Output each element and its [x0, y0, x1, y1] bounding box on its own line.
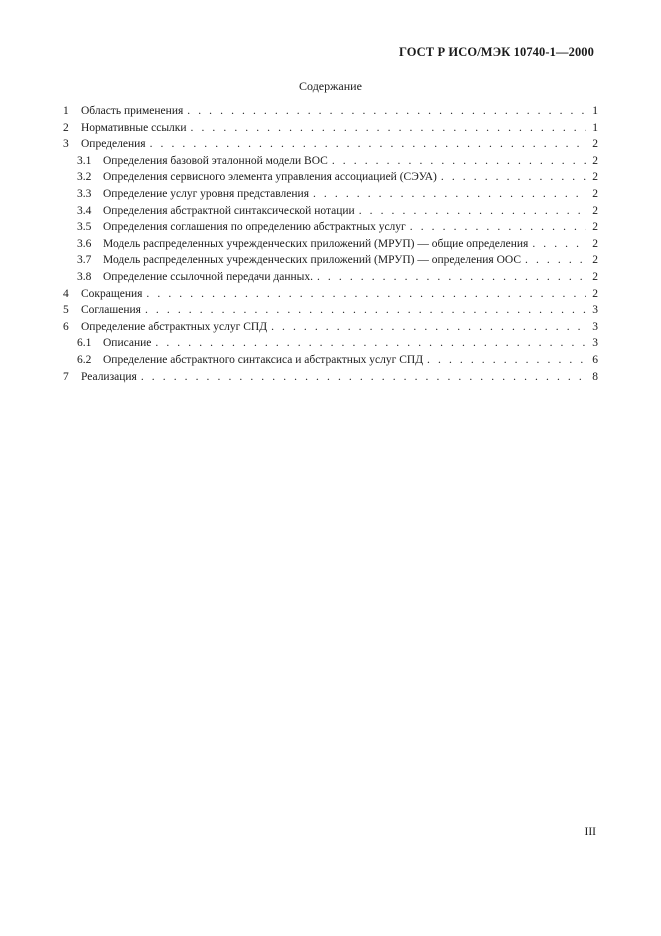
toc-entry-label: Модель распределенных учрежденческих приложений (МРУП) — определения ООС [103, 254, 522, 267]
toc-entry-page: 2 [592, 287, 598, 300]
toc-entry[interactable] [63, 352, 598, 369]
toc-entry-page: 1 [592, 121, 598, 134]
toc-entry[interactable] [63, 252, 598, 269]
toc-entry[interactable] [63, 319, 598, 336]
toc-entry-label: Реализация [81, 370, 137, 383]
dot-leader [317, 269, 586, 286]
toc-entry-label: Определение услуг уровня представления [103, 187, 309, 200]
dot-leader [155, 335, 586, 352]
toc-entry-page: 2 [592, 187, 598, 200]
toc-entry-label: Модель распределенных учрежденческих приложений (МРУП) — общие определения [103, 237, 529, 250]
toc-entry-number: 3.5 [77, 221, 92, 234]
page-number: III [584, 826, 596, 838]
toc-entry-number: 3.8 [77, 270, 92, 283]
dot-leader [145, 302, 586, 319]
toc-entry-page: 2 [592, 254, 598, 267]
toc-entry[interactable] [63, 335, 598, 352]
toc-entry-number: 6 [63, 320, 69, 333]
toc-entry-number: 3.7 [77, 254, 92, 267]
toc-entry[interactable] [63, 203, 598, 220]
dot-leader [441, 169, 586, 186]
toc-entry[interactable] [63, 153, 598, 170]
table-of-contents [63, 103, 598, 385]
dot-leader [427, 352, 586, 369]
page-title: Содержание [299, 79, 362, 93]
toc-entry-page: 1 [592, 105, 598, 117]
dot-leader [359, 203, 586, 220]
dot-leader [313, 186, 586, 203]
toc-entry[interactable] [63, 103, 598, 120]
dot-leader [191, 120, 586, 137]
toc-entry[interactable] [63, 302, 598, 319]
toc-entry-number: 3.6 [77, 237, 92, 250]
toc-entry-label: Определения соглашения по определению абстрактных услуг [103, 221, 406, 234]
dot-leader [525, 252, 586, 269]
toc-entry-page: 2 [592, 237, 598, 250]
toc-entry-page: 2 [592, 171, 598, 184]
toc-entry-label: Определения [81, 138, 146, 151]
toc-entry-label: Определение абстрактных услуг СПД [81, 320, 268, 333]
toc-entry-page: 3 [592, 320, 598, 333]
toc-entry-number: 6.2 [77, 353, 92, 366]
toc-entry-page: 2 [592, 204, 598, 217]
toc-entry-label: Определение абстрактного синтаксиса и абстрактных услуг СПД [103, 353, 424, 366]
toc-entry-label: Описание [103, 337, 152, 350]
toc-entry-number: 7 [63, 370, 69, 383]
toc-entry-number: 2 [63, 121, 69, 134]
toc-entry-page: 2 [592, 221, 598, 234]
toc-entry[interactable] [63, 236, 598, 253]
dot-leader [146, 286, 586, 303]
toc-entry-label: Определения базовой эталонной модели ВОС [103, 154, 328, 167]
toc-entry-label: Определения сервисного элемента управления ассоциацией (СЭУА) [103, 171, 437, 184]
toc-entry[interactable] [63, 169, 598, 186]
toc-entry[interactable] [63, 186, 598, 203]
toc-entry-page: 3 [592, 337, 598, 350]
dot-leader [332, 153, 586, 170]
toc-entry-label: Нормативные ссылки [81, 121, 187, 134]
toc-entry-page: 8 [592, 370, 598, 383]
toc-entry-label: Соглашения [81, 304, 141, 317]
toc-entry[interactable] [63, 136, 598, 153]
toc-entry-number: 3.1 [77, 154, 92, 167]
toc-entry-number: 5 [63, 304, 69, 317]
dot-leader [187, 103, 586, 120]
toc-entry[interactable] [63, 269, 598, 286]
toc-entry-label: Определение ссылочной передачи данных. [103, 270, 313, 283]
toc-entry[interactable] [63, 219, 598, 236]
toc-entry-number: 3.3 [77, 187, 92, 200]
toc-entry-page: 2 [592, 154, 598, 167]
toc-entry-label: Область применения [81, 105, 184, 117]
toc-entry-number: 3 [63, 138, 69, 151]
toc-entry[interactable] [63, 369, 598, 386]
toc-entry-page: 2 [592, 138, 598, 151]
toc-entry-page: 3 [592, 304, 598, 317]
dot-leader [150, 136, 586, 153]
toc-entry-label: Определения абстрактной синтаксической нотации [103, 204, 355, 217]
toc-entry-label: Сокращения [81, 287, 143, 300]
toc-entry-number: 3.2 [77, 171, 92, 184]
dot-leader [532, 236, 586, 253]
toc-entry-number: 1 [63, 105, 69, 117]
dot-leader [410, 219, 586, 236]
toc-entry-page: 6 [592, 353, 598, 366]
dot-leader [141, 369, 586, 386]
toc-entry[interactable] [63, 286, 598, 303]
dot-leader [271, 319, 586, 336]
toc-entry-number: 3.4 [77, 204, 92, 217]
toc-entry-page: 2 [592, 270, 598, 283]
toc-entry[interactable] [63, 120, 598, 137]
toc-entry-number: 4 [63, 287, 69, 300]
document-header: ГОСТ Р ИСО/МЭК 10740-1—2000 [398, 45, 594, 59]
toc-entry-number: 6.1 [77, 337, 92, 350]
